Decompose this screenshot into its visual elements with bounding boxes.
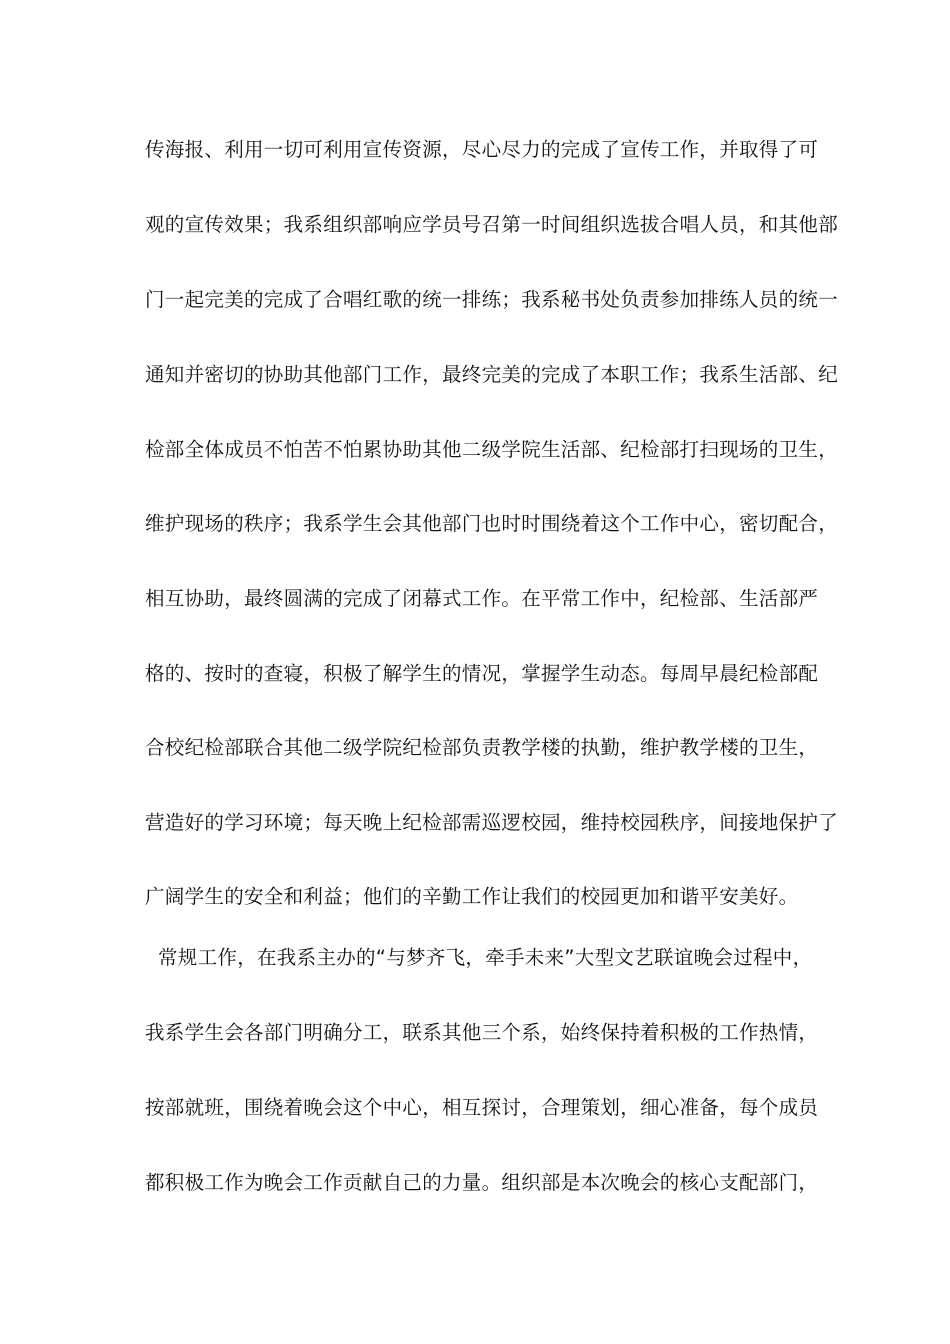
text-line: 格的、按时的查寝，积极了解学生的情况，掌握学生动态。每周早晨纪检部配 bbox=[145, 662, 819, 685]
text-line: 都积极工作为晚会工作贡献自己的力量。组织部是本次晚会的核心支配部门， bbox=[145, 1171, 819, 1194]
text-line: 门一起完美的完成了合唱红歌的统一排练；我系秘书处负责参加排练人员的统一 bbox=[145, 288, 839, 311]
text-line: 广阔学生的安全和利益；他们的辛勤工作让我们的校园更加和谐平安美好。 bbox=[145, 885, 799, 908]
text-line: 传海报、利用一切可利用宣传资源，尽心尽力的完成了宣传工作，并取得了可 bbox=[145, 138, 819, 161]
text-line: 相互协助，最终圆满的完成了闭幕式工作。在平常工作中，纪检部、生活部严 bbox=[145, 587, 819, 610]
text-line: 按部就班，围绕着晚会这个中心，相互探讨，合理策划，细心准备，每个成员 bbox=[145, 1096, 819, 1119]
text-line: 维护现场的秩序；我系学生会其他部门也时时围绕着这个工作中心，密切配合， bbox=[145, 512, 839, 535]
text-line: 合校纪检部联合其他二级学院纪检部负责教学楼的执勤，维护教学楼的卫生， bbox=[145, 736, 819, 759]
text-line: 检部全体成员不怕苦不怕累协助其他二级学院生活部、纪检部打扫现场的卫生， bbox=[145, 438, 839, 461]
text-line: 我系学生会各部门明确分工，联系其他三个系，始终保持着积极的工作热情， bbox=[145, 1021, 819, 1044]
text-line: 通知并密切的协助其他部门工作，最终完美的完成了本职工作；我系生活部、纪 bbox=[145, 363, 839, 386]
text-line: 观的宣传效果；我系组织部响应学员号召第一时间组织选拔合唱人员，和其他部 bbox=[145, 213, 839, 236]
text-line: 营造好的学习环境；每天晚上纪检部需巡逻校园，维持校园秩序，间接地保护了 bbox=[145, 811, 839, 834]
paragraph-first-line: 常规工作，在我系主办的“与梦齐飞，牵手未来”大型文艺联谊晚会过程中， bbox=[145, 946, 813, 969]
